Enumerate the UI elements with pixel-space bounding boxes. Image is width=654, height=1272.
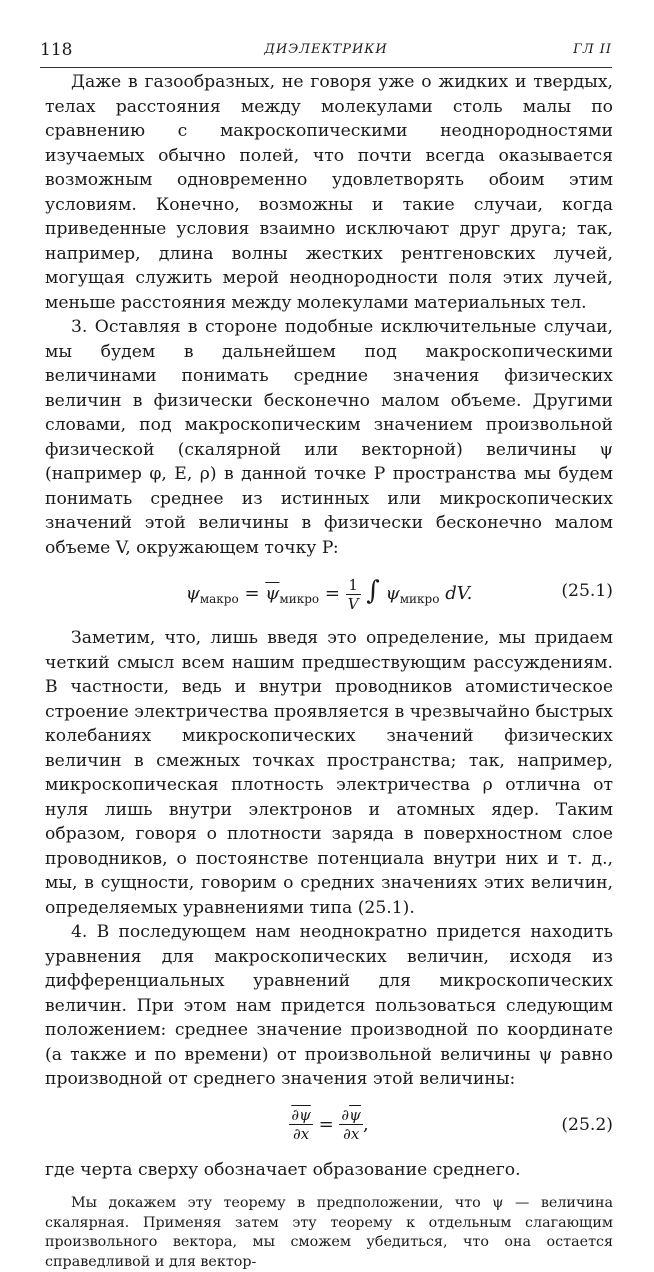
lhs-denominator: ∂x: [292, 1125, 310, 1143]
fraction-numerator: 1: [346, 576, 361, 595]
lhs-fraction: [289, 1106, 313, 1143]
equals-sign-2: =: [324, 583, 340, 604]
equals-sign-3: =: [318, 1113, 334, 1135]
rhs-numerator: [339, 1106, 363, 1125]
equation-label-25-1: (25.1): [561, 581, 613, 601]
footnote-text: Мы докажем эту теорему в предположении, что ψ — величина скалярная. Применяя затем эту теорему к отдельным слагающим произвольного вектора, мы сможем убедиться, что она остается справедливой и для вектор-: [45, 1195, 613, 1270]
differential-dv: dV.: [445, 583, 473, 604]
paragraph-2: 3. Оставляя в стороне подобные исключительные случаи, мы будем в дальнейшем под макроскопическими величинами понимать средние значения физических величин в физически бесконечно малом объеме. Другими словами, под макроскопическим значением произвольной физической (скалярной или векторной) величины ψ (например φ, E, ρ) в данной точке P пространства мы будем понимать среднее из истинных или микроскопических значений этой величины в физически бесконечно малом объеме V, окружающем точку P:: [45, 317, 613, 558]
integral-sign: ∫: [366, 576, 380, 606]
paragraph-4: 4. В последующем нам неоднократно придется находить уравнения для макроскопических величин, исходя из дифференциальных уравнений для микроскопических величин. При этом нам придется пользоваться следующим положением: среднее значение производной по координате (а также и по времени) от произвольной величины ψ равно производной от среднего значения этой величины:: [45, 922, 613, 1089]
fraction-denominator: V: [347, 594, 359, 613]
page-body: [45, 70, 613, 1272]
chapter-label: ГЛ II: [573, 42, 612, 57]
running-title: ДИЭЛЕКТРИКИ: [264, 42, 388, 57]
lhs-numerator: ∂ψ: [291, 1106, 311, 1124]
equation-comma: ,: [362, 1113, 369, 1135]
paragraph-5: где черта сверху обозначает образование среднего.: [45, 1159, 521, 1180]
header-rule: [40, 67, 612, 68]
equation-25-1-formula: [45, 564, 613, 626]
rhs-denominator: ∂x: [343, 1125, 360, 1143]
subscript-micro: микро: [279, 592, 320, 606]
subscript-micro-2: микро: [399, 592, 440, 606]
psi-symbol: ψ: [185, 583, 200, 604]
psi-overline: $\overline{\psi}$: [265, 583, 280, 604]
equation-25-1: [45, 564, 613, 618]
rhs-partial: ∂: [341, 1106, 350, 1124]
page-header: [40, 38, 612, 64]
subscript-macro: макро: [199, 592, 239, 606]
equation-25-2: [45, 1094, 613, 1156]
rhs-fraction: [339, 1106, 363, 1143]
paragraph-3: Заметим, что, лишь введя это определение, мы придаем четкий смысл всем нашим предшествующим рассуждениям. В частности, ведь и внутри проводников атомистическое строение электричества проявляется в чрезвычайно быстрых колебаниях микроскопических значений физических величин в смежных точках пространства; так, например, микроскопическая плотность электричества ρ отлична от нуля лишь внутри электронов и атомных ядер. Таким образом, говоря о плотности заряда в поверхностном слое проводников, о постоянстве потенциала внутри них и т. д., мы, в сущности, говорим о средних значениях этих величин, определяемых уравнениями типа (25.1).: [45, 628, 613, 918]
psi-integrand: ψ: [385, 583, 400, 604]
page-number: 118: [40, 40, 73, 60]
equation-label-25-2: (25.2): [561, 1114, 613, 1135]
equals-sign: =: [244, 583, 260, 604]
fraction-one-over-v: [346, 576, 361, 613]
rhs-psi-overline: $\overline{\psi}$: [349, 1106, 361, 1124]
equation-25-2-formula: [45, 1094, 613, 1156]
paragraph-1: Даже в газообразных, не говоря уже о жидких и твердых, телах расстояния между молекулами столь малы по сравнению с макроскопическими неоднородностями изучаемых обычно полей, что почти всегда оказывается возможным одновременно удовлетворять обоим этим условиям. Конечно, возможны и такие случаи, когда приведенные условия взаимно исключают друг друга; так, например, длина волны жестких рентгеновских лучей, могущая служить мерой неоднородности поля этих лучей, меньше расстояния между молекулами материальных тел.: [45, 72, 613, 313]
